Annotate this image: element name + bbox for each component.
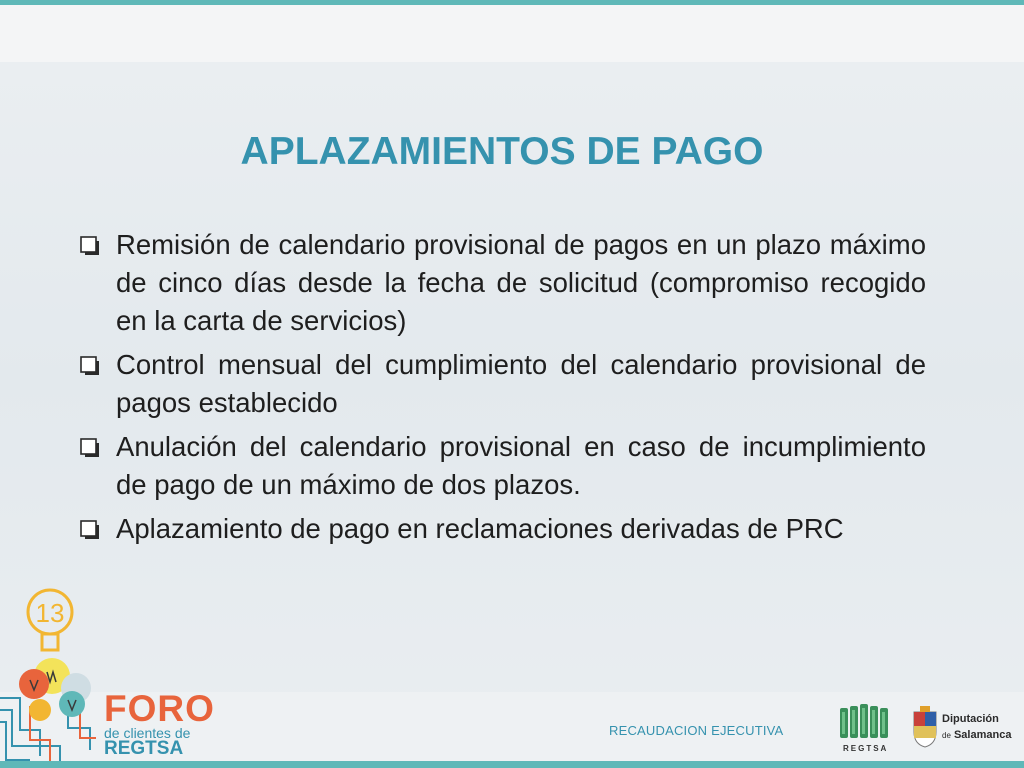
bullet-text: Remisión de calendario provisional de pagos en un plazo máximo de cinco días desde la fecha de solicitud (compromiso recogido en la carta de servicios) [116, 229, 926, 336]
bullet-list [78, 226, 926, 554]
checkbox-icon [80, 520, 101, 541]
bottom-rule [0, 761, 1024, 768]
diputacion-label: Diputación [942, 713, 999, 725]
foro-org: REGTSA [104, 738, 184, 759]
checkbox-icon [80, 356, 101, 377]
salamanca-text: Salamanca [953, 729, 1012, 741]
bullet-item [78, 346, 926, 422]
foro-title: FORO [104, 688, 215, 729]
foro-subtitle: de clientes de [104, 725, 191, 741]
diputacion-shield-logo [910, 706, 940, 748]
regtsa-label: REGTSA [843, 744, 889, 753]
bullet-item [78, 226, 926, 340]
bullet-text: Anulación del calendario provisional en caso de incumplimiento de pago de un máximo de dos plazos. [116, 431, 926, 500]
bullet-text: Control mensual del cumplimiento del calendario provisional de pagos establecido [116, 349, 926, 418]
salamanca-label [942, 729, 1011, 741]
foro-number: 13 [35, 598, 65, 628]
bullet-text: Aplazamiento de pago en reclamaciones derivadas de PRC [116, 513, 844, 544]
checkbox-icon [80, 236, 101, 257]
checkbox-icon [80, 438, 101, 459]
salamanca-prefix: de [942, 731, 951, 740]
slide-title: APLAZAMIENTOS DE PAGO [240, 130, 764, 173]
header-band [0, 5, 1024, 62]
footer-label: RECAUDACION EJECUTIVA [609, 723, 784, 738]
bullet-item [78, 510, 926, 548]
bullet-item [78, 428, 926, 504]
